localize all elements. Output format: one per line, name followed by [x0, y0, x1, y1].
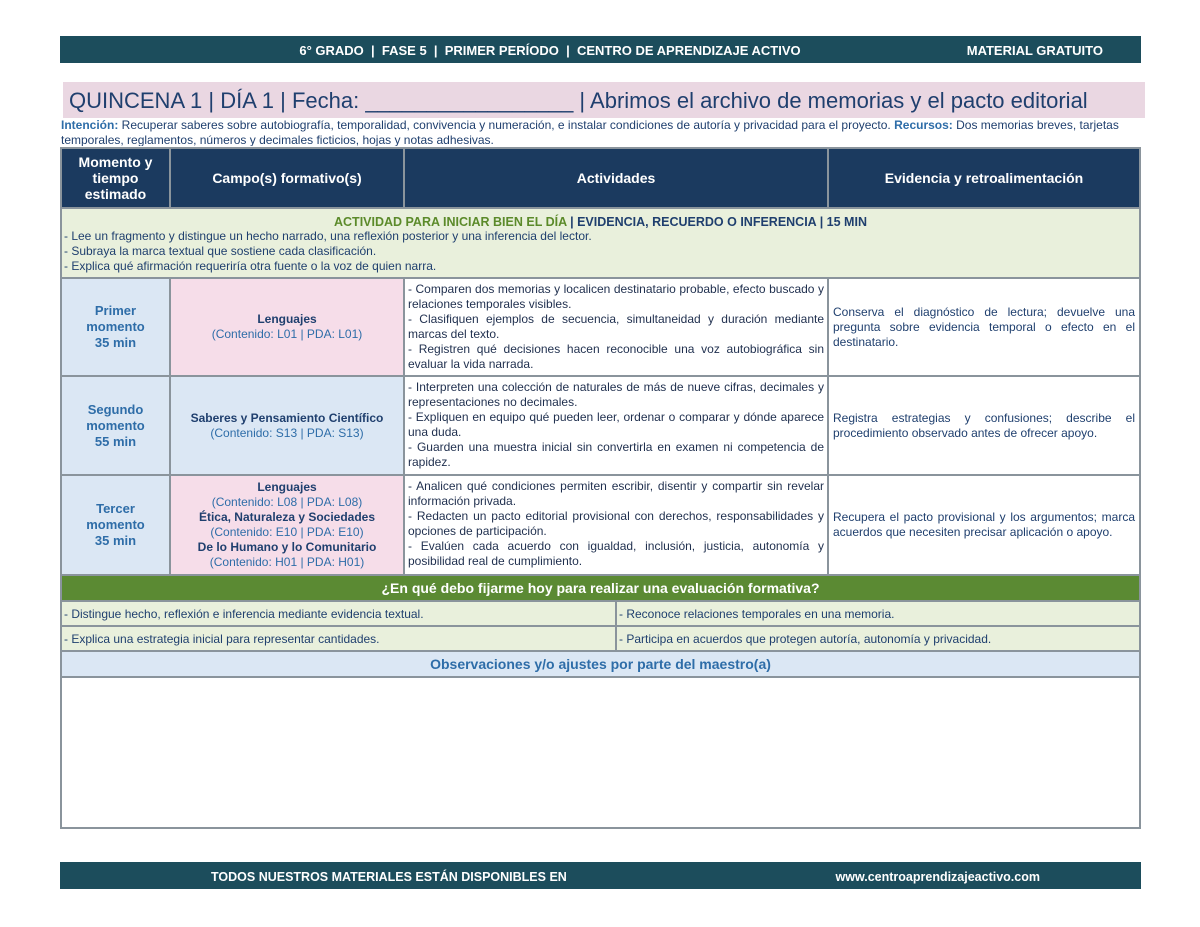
top-banner [60, 36, 1141, 63]
moment-2-campo [169, 375, 405, 476]
criterion-text: - Reconoce relaciones temporales en una memoria. [619, 606, 895, 621]
campo-name: Ética, Naturaleza y Sociedades [198, 510, 376, 524]
free-material-label: MATERIAL GRATUITO [966, 43, 1103, 58]
start-activity-item: - Subraya la marca textual que sostiene cada clasificación. [64, 244, 377, 258]
moment-3-campo [169, 474, 405, 576]
observations-title-bar [60, 650, 1141, 678]
criterion-cell [60, 600, 617, 627]
moment-1-activities [403, 277, 829, 377]
start-activity-title-main: ACTIVIDAD PARA INICIAR BIEN EL DÍA [334, 215, 567, 229]
moment-1-campo [169, 277, 405, 377]
resources-text: Dos memorias breves, tarjetas temporales, reglamentos, números y decimales ficticios, hojas y notas adhesivas. [61, 118, 1119, 146]
resources-label: Recursos: [894, 118, 953, 132]
activity-item: - Comparen dos memorias y localicen destinatario probable, efecto buscado y relaciones temporales visibles. [408, 282, 824, 311]
moment-1-time: 35 min [94, 335, 137, 350]
start-activity-row [60, 207, 1141, 279]
website-link[interactable]: www.centroaprendizajeactivo.com [835, 870, 1040, 884]
campo-name: Saberes y Pensamiento Científico [190, 410, 384, 425]
activity-item: - Evalúen cada acuerdo con igualdad, inclusión, justicia, autonomía y posibilidad real de cumplimiento. [408, 539, 824, 568]
campo-content: (Contenido: S13 | PDA: S13) [210, 425, 364, 440]
moment-1-evidence [827, 277, 1141, 377]
page-title: QUINCENA 1 | DÍA 1 | Fecha: _________________ | Abrimos el archivo de memorias y el pacto editorial [69, 88, 1088, 113]
top-banner-text: 6° GRADO | FASE 5 | PRIMER PERÍODO | CENTRO DE APRENDIZAJE ACTIVO [299, 43, 801, 58]
criterion-text: - Distingue hecho, reflexión e inferencia mediante evidencia textual. [64, 606, 424, 621]
intent-label: Intención: [61, 118, 119, 132]
activity-item: - Clasifiquen ejemplos de secuencia, simultaneidad y duración mediante marcas del texto. [408, 312, 824, 341]
observations-title: Observaciones y/o ajustes por parte del maestro(a) [430, 656, 771, 672]
criterion-cell [615, 600, 1141, 627]
moment-3-activities [403, 474, 829, 576]
start-activity-title-suffix: | EVIDENCIA, RECUERDO O INFERENCIA | 15 MIN [566, 215, 867, 229]
evidence-text: Registra estrategias y confusiones; describe el procedimiento observado antes de ofrecer apoyo. [833, 410, 1135, 440]
campo-name: Lenguajes [257, 480, 317, 494]
footer-text: TODOS NUESTROS MATERIALES ESTÁN DISPONIBLES EN [211, 870, 567, 884]
evidence-text: Recupera el pacto provisional y los argumentos; marca acuerdos que necesiten precisar aplicación o apoyo. [833, 510, 1135, 539]
moment-3-time: 35 min [94, 533, 137, 548]
campo-content: (Contenido: L08 | PDA: L08) [211, 495, 363, 509]
header-evidencia-label: Evidencia y retroalimentación [884, 170, 1084, 186]
evidence-text: Conserva el diagnóstico de lectura; devuelve una pregunta sobre evidencia temporal o efecto en el destinatario. [833, 304, 1135, 349]
activity-item: - Analicen qué condiciones permiten escribir, disentir y compartir sin revelar información privada. [408, 479, 824, 508]
campo-name: De lo Humano y lo Comunitario [197, 540, 377, 554]
moment-3-name-2: momento [86, 517, 145, 532]
intent-text: Recuperar saberes sobre autobiografía, temporalidad, convivencia y numeración, e instalar condiciones de autoría y privacidad para el proyecto. [118, 118, 895, 132]
activity-item: - Guarden una muestra inicial sin convertirla en examen ni competencia de rapidez. [408, 440, 824, 469]
header-actividades-label: Actividades [576, 170, 656, 186]
formative-title: ¿En qué debo fijarme hoy para realizar una evaluación formativa? [381, 580, 820, 596]
header-moment [60, 147, 171, 209]
campo-content: (Contenido: E10 | PDA: E10) [210, 525, 364, 539]
campo-content: (Contenido: L01 | PDA: L01) [211, 327, 363, 341]
criterion-cell [615, 625, 1141, 652]
campo-content: (Contenido: H01 | PDA: H01) [209, 555, 365, 569]
activity-item: - Redacten un pacto editorial provisional con derechos, responsabilidades y opciones de participación. [408, 509, 824, 538]
moment-3-evidence [827, 474, 1141, 576]
activity-item: - Interpreten una colección de naturales de más de nueve cifras, decimales y representaciones no decimales. [408, 380, 824, 409]
moment-1-name-2: momento [86, 319, 145, 334]
start-activity-title [62, 215, 1139, 229]
moment-2-name-2: momento [86, 417, 145, 433]
moment-2-name-1: Segundo [87, 401, 144, 417]
campo-name: Lenguajes [257, 312, 317, 326]
activity-item: - Expliquen en equipo qué pueden leer, ordenar o comparar y dónde aparece una duda. [408, 410, 824, 439]
moment-3-cell [60, 474, 171, 576]
footer-banner [60, 862, 1141, 889]
observations-area[interactable] [60, 676, 1141, 829]
start-activity-item: - Explica qué afirmación requeriría otra fuente o la voz de quien narra. [64, 259, 437, 273]
criterion-cell [60, 625, 617, 652]
header-actividades [403, 147, 829, 209]
intent-paragraph [61, 118, 1139, 146]
moment-2-cell [60, 375, 171, 476]
page-title-bar [63, 82, 1145, 118]
moment-2-time: 55 min [94, 433, 137, 449]
moment-1-cell [60, 277, 171, 377]
criterion-text: - Explica una estrategia inicial para representar cantidades. [64, 631, 380, 646]
formative-title-bar [60, 574, 1141, 602]
moment-2-evidence [827, 375, 1141, 476]
moment-1-name-1: Primer [94, 303, 137, 318]
header-campo [169, 147, 405, 209]
header-moment-label: Momento y tiempo estimado [78, 154, 153, 202]
moment-2-activities [403, 375, 829, 476]
activity-item: - Registren qué decisiones hacen reconocible una voz autobiográfica sin evaluar la vida narrada. [408, 342, 824, 371]
criterion-text: - Participa en acuerdos que protegen autoría, autonomía y privacidad. [619, 631, 992, 646]
header-campo-label: Campo(s) formativo(s) [212, 170, 362, 186]
header-evidencia [827, 147, 1141, 209]
moment-3-name-1: Tercer [96, 501, 135, 516]
start-activity-item: - Lee un fragmento y distingue un hecho narrado, una reflexión posterior y una inferencia del lector. [64, 229, 592, 243]
